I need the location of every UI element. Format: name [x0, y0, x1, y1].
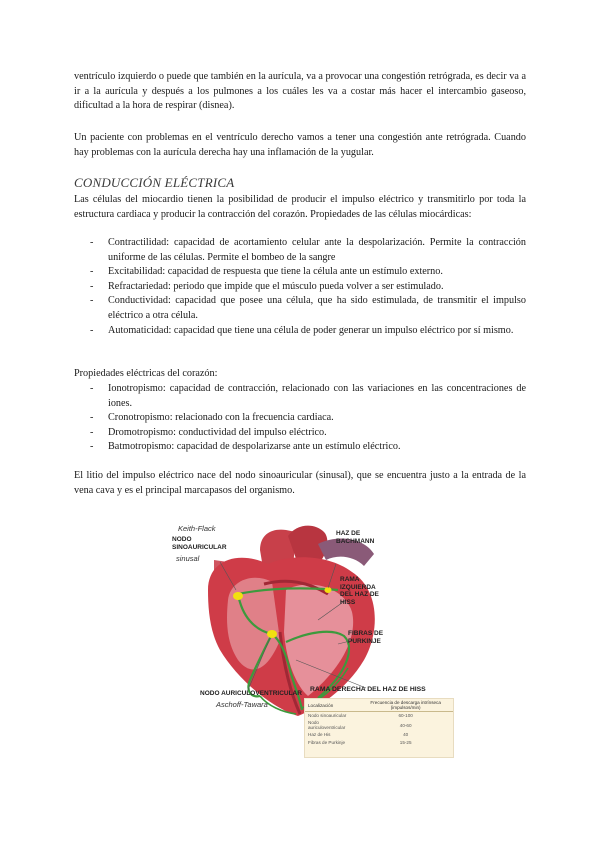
table-cell: 15-25: [399, 739, 412, 745]
list-item: - Contractilidad: capacidad de acortamiento celular ante la despolarización. Permite la contracción uniforme de las células. Permite el bombeo de la sangre: [74, 236, 526, 265]
list-item: - Excitabilidad: capacidad de respuesta que tiene la célula ante un estímulo externo.: [74, 265, 526, 280]
list-item: - Dromotropismo: conductividad del impulso eléctrico.: [74, 426, 526, 441]
table-row: [305, 739, 453, 746]
handwritten-note-keith-flack: Keith-Flack: [178, 524, 216, 533]
table-header: Frecuencia de descarga intrínseca (impulsos/min): [358, 699, 453, 712]
heart-conduction-figure: [168, 520, 458, 760]
label-nodo-sinoauricular: NODO SINOAURICULAR: [172, 536, 227, 551]
list-item: - Cronotropismo: relacionado con la frecuencia cardiaca.: [74, 411, 526, 426]
label-nodo-auriculoventricular: NODO AURICULOVENTRICULAR: [200, 690, 302, 697]
table-row: [305, 719, 453, 731]
table-cell: 40-60: [399, 722, 412, 728]
cell-properties-list: [74, 236, 526, 338]
section-heading: CONDUCCIÓN ELÉCTRICA: [74, 175, 235, 190]
label-rama-derecha: RAMA DERECHA DEL HAZ DE HISS: [310, 686, 426, 693]
handwritten-note-sinusal: sinusal: [176, 554, 200, 563]
table-row: [305, 712, 453, 720]
list-item: - Automaticidad: capacidad que tiene una célula de poder generar un impulso eléctrico por sí mismo.: [74, 324, 526, 339]
table-cell: Haz de His: [308, 732, 331, 738]
table-cell: 40: [403, 732, 409, 738]
table-cell: 60-100: [398, 713, 413, 719]
table-cell: Nodo sinoauricular: [308, 713, 347, 719]
table-row: [305, 731, 453, 738]
list-item: - Conductividad: capacidad que posee una célula, que ha sido estimulada, de transmitir el impulso eléctrico a otra célula.: [74, 294, 526, 323]
label-fibras-purkinje: FIBRAS DE PURKINJE: [348, 630, 384, 645]
list-item: - Batmotropismo: capacidad de despolarizarse ante un estímulo eléctrico.: [74, 440, 526, 455]
list-item: - Refractariedad: periodo que impide que el músculo pueda volver a ser estimulado.: [74, 280, 526, 295]
label-rama-izquierda: RAMA IZQUIERDA DEL HAZ DE HISS: [340, 576, 379, 606]
paragraph-congestion-left: ventrículo izquierdo o puede que también en la aurícula, va a provocar una congestión retrógrada, es decir va a ir a la aurícula y después a los pulmones a los cuáles les va a costar más hacer el intercambio gaseoso, dificultad a la hora de respirar (disnea).: [74, 71, 526, 112]
table-cell: Nodo auriculoventricular: [308, 720, 346, 731]
handwritten-note-aschoff-tawara: Aschoff-Tawara: [216, 700, 268, 709]
table-cell: Fibras de Purkinje: [308, 739, 346, 745]
paragraph-congestion-right: Un paciente con problemas en el ventrículo derecho vamos a tener una congestión ante retrógrada. Cuando hay problemas con la aurícula derecha hay una inflamación de la yugular.: [74, 132, 526, 158]
label-haz-de-bachmann: HAZ DE BACHMANN: [336, 530, 375, 545]
discharge-frequency-table: [304, 698, 454, 758]
list-item: - Ionotropismo: capacidad de contracción, relacionado con las variaciones en las concentraciones de iones.: [74, 382, 526, 411]
paragraph-sinus-node: El litio del impulso eléctrico nace del nodo sinoauricular (sinusal), que se encuentra justo a la entrada de la vena cava y es el principal marcapasos del organismo.: [74, 470, 526, 496]
paragraph-myocardium: Las células del miocardio tienen la posibilidad de producir el impulso eléctrico y transmitirlo por toda la estructura cardiaca y producir la contracción del corazón. Propiedades de las células miocárdicas:: [74, 194, 526, 220]
electrical-properties-list: [74, 382, 526, 455]
table-header: Localización: [305, 699, 358, 712]
paragraph-electrical-properties: Propiedades eléctricas del corazón:: [74, 368, 218, 379]
